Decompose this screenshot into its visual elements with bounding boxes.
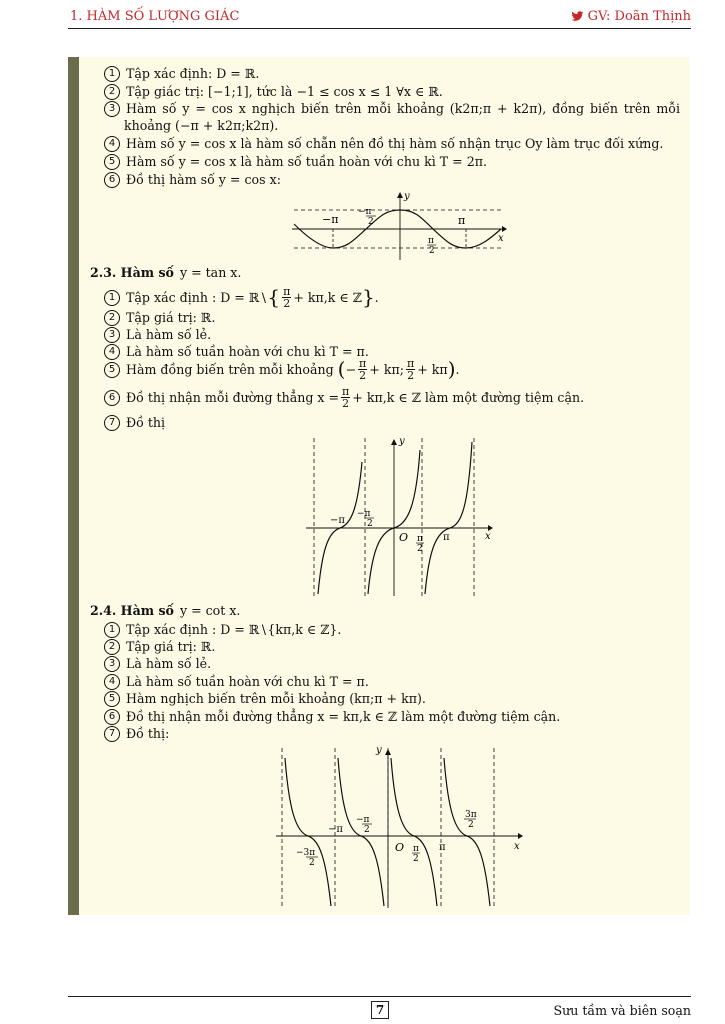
label-den: 2 <box>468 820 474 830</box>
item-text: + kπ,k ∈ ℤ <box>293 290 362 305</box>
item-number: 7 <box>104 415 120 431</box>
item-text: Tập giác trị: [−1;1], tức là −1 ≤ cos x ≤ 1 ∀x ∈ ℝ. <box>126 84 443 99</box>
paren-close: ) <box>447 357 456 381</box>
item-text: Đồ thị nhận mỗi đường thẳng x = kπ,k ∈ ℤ làm một đường tiệm cận. <box>126 709 561 724</box>
item-text: Là hàm số lẻ. <box>126 327 212 342</box>
label-x: x <box>485 531 491 542</box>
period: . <box>374 290 379 305</box>
item-text: Hàm số y = cos x là hàm số tuần hoàn với chu kì T = 2π. <box>126 154 488 169</box>
item-text: Là hàm số tuần hoàn với chu kì T = π. <box>126 344 369 359</box>
numerator: π <box>283 285 291 298</box>
label-neg-pi: −π <box>328 824 343 835</box>
item-number: 4 <box>104 674 120 690</box>
cot-item-3 <box>104 656 211 672</box>
item-number: 5 <box>104 154 120 170</box>
item-number: 6 <box>104 172 120 188</box>
label-x: x <box>498 233 504 244</box>
paren-open: ( <box>337 357 346 381</box>
cos-item-4 <box>104 136 663 152</box>
section-title: 1. HÀM SỐ LƯỢNG GIÁC <box>70 9 240 24</box>
footer-credit: Sưu tầm và biên soạn <box>553 1003 691 1018</box>
item-text: Đồ thị <box>126 415 166 430</box>
item-number: 2 <box>104 639 120 655</box>
tan-item-6 <box>104 386 584 409</box>
item-number: 3 <box>104 656 120 672</box>
item-text: + kπ,k ∈ ℤ làm một đường tiệm cận. <box>352 390 585 405</box>
cos-item-1 <box>104 66 259 82</box>
brace-close: } <box>361 285 375 309</box>
label-half-pi: π <box>417 534 423 544</box>
numerator: π <box>342 385 350 398</box>
item-text: Đồ thị nhận mỗi đường thẳng x = <box>126 390 340 405</box>
item-text: + kπ <box>417 362 448 377</box>
cot-item-2 <box>104 639 215 655</box>
label-origin: O <box>395 841 405 854</box>
item-text: Hàm số y = cos x nghịch biến trên mỗi khoảng (k2π;π + k2π), đồng biến trên mỗi <box>126 101 680 116</box>
cot-branch <box>338 758 384 906</box>
item-text: Tập xác định : D = ℝ∖ <box>126 290 268 305</box>
cos-graph <box>288 188 508 262</box>
cot-item-1 <box>104 622 341 638</box>
label-neg-half-pi: −π <box>358 207 372 217</box>
label-half-pi: π <box>413 844 419 854</box>
left-bar <box>68 57 79 915</box>
label-y: y <box>404 191 410 202</box>
cot-item-4 <box>104 674 369 690</box>
cos-item-6 <box>104 172 281 188</box>
item-text: Tập xác định: D = ℝ. <box>126 66 260 81</box>
label-neg-half-pi: −π <box>356 815 370 825</box>
item-text: Tập giá trị: ℝ. <box>126 310 216 325</box>
label-y: y <box>399 436 405 447</box>
item-text: − <box>345 362 357 377</box>
cot-branch <box>391 758 437 906</box>
header-rule <box>68 28 691 29</box>
heading-func: y = tan x. <box>179 265 242 280</box>
label-neg-pi: −π <box>330 515 345 526</box>
tan-item-5 <box>104 358 460 381</box>
label-origin: O <box>399 531 409 544</box>
item-number: 1 <box>104 290 120 306</box>
author-name: GV: Doãn Thịnh <box>587 9 691 24</box>
item-number: 5 <box>104 362 120 378</box>
label-pi: π <box>443 532 450 543</box>
item-text: Hàm đồng biến trên mỗi khoảng <box>126 362 334 377</box>
denominator: 2 <box>359 369 367 382</box>
label-neg-pi: −π <box>322 213 339 226</box>
label-den: 2 <box>413 854 419 864</box>
heading-func: y = cot x. <box>179 603 241 618</box>
cot-branch <box>285 758 331 906</box>
label-den: 2 <box>367 519 373 529</box>
period: . <box>455 362 460 377</box>
item-number: 7 <box>104 726 120 742</box>
item-text: Hàm số y = cos x là hàm số chẵn nên đồ thị hàm số nhận trục Oy làm trục đối xứng. <box>126 136 664 151</box>
fraction <box>282 286 291 309</box>
tan-heading <box>90 265 241 280</box>
item-number: 1 <box>104 66 120 82</box>
page-number: 7 <box>371 1001 389 1019</box>
item-text: Hàm nghịch biến trên mỗi khoảng (kπ;π + kπ). <box>126 691 426 706</box>
twitter-bird-icon <box>571 11 584 22</box>
brace-open: { <box>267 285 281 309</box>
tan-item-3 <box>104 327 211 343</box>
footer-rule <box>68 996 691 997</box>
fraction <box>406 358 415 381</box>
y-axis-arrow <box>391 439 397 445</box>
item-text: + kπ; <box>369 362 404 377</box>
label-half-pi: π <box>428 236 434 246</box>
numerator: π <box>407 357 415 370</box>
cos-item-2 <box>104 84 443 100</box>
denominator: 2 <box>407 369 415 382</box>
numerator: π <box>359 357 367 370</box>
item-number: 6 <box>104 709 120 725</box>
tan-branch <box>425 442 472 594</box>
cos-item-3-cont <box>124 118 278 133</box>
item-number: 1 <box>104 622 120 638</box>
label-den: 2 <box>417 544 423 554</box>
label-neg-three-half-pi: −3π <box>296 848 316 858</box>
item-number: 5 <box>104 691 120 707</box>
fraction <box>341 386 350 409</box>
item-number: 4 <box>104 344 120 360</box>
item-number: 2 <box>104 84 120 100</box>
label-den: 2 <box>364 825 370 835</box>
tan-graph <box>300 432 500 598</box>
cot-branch <box>444 758 490 906</box>
item-number: 6 <box>104 390 120 406</box>
heading-text: 2.3. Hàm số <box>90 265 174 280</box>
cos-item-5 <box>104 154 487 170</box>
author <box>571 9 691 24</box>
y-axis-arrow <box>397 192 403 198</box>
item-number: 4 <box>104 136 120 152</box>
item-text: Đồ thị hàm số y = cos x: <box>126 172 281 187</box>
item-text: khoảng (−π + k2π;k2π). <box>124 118 279 133</box>
x-axis-arrow <box>518 833 523 839</box>
tan-item-7 <box>104 415 165 431</box>
label-x: x <box>514 841 520 852</box>
x-axis-arrow <box>502 226 507 232</box>
item-number: 2 <box>104 310 120 326</box>
cot-graph <box>272 740 532 910</box>
tan-item-1 <box>104 286 379 309</box>
label-neg-half-pi: −π <box>357 509 371 519</box>
denominator: 2 <box>342 397 350 410</box>
label-den: 2 <box>368 217 374 227</box>
fraction <box>358 358 367 381</box>
label-den: 2 <box>429 246 435 256</box>
label-pi: π <box>439 842 446 853</box>
item-text: Là hàm số lẻ. <box>126 656 212 671</box>
cot-item-6 <box>104 709 560 725</box>
item-text: Đồ thị: <box>126 726 170 741</box>
item-number: 3 <box>104 101 120 117</box>
cos-item-3 <box>104 101 680 117</box>
cot-item-7 <box>104 726 169 742</box>
y-axis-arrow <box>385 749 391 755</box>
label-three-half-pi: 3π <box>465 810 477 820</box>
heading-text: 2.4. Hàm số <box>90 603 174 618</box>
cot-heading <box>90 603 240 618</box>
denominator: 2 <box>283 297 291 310</box>
item-number: 3 <box>104 327 120 343</box>
label-den: 2 <box>309 858 315 868</box>
label-pi: π <box>458 214 466 227</box>
cot-item-5 <box>104 691 426 707</box>
item-text: Là hàm số tuần hoàn với chu kì T = π. <box>126 674 369 689</box>
label-y: y <box>376 745 382 756</box>
item-text: Tập xác định : D = ℝ∖{kπ,k ∈ ℤ}. <box>126 622 342 637</box>
item-text: Tập giá trị: ℝ. <box>126 639 216 654</box>
tan-item-2 <box>104 310 215 326</box>
